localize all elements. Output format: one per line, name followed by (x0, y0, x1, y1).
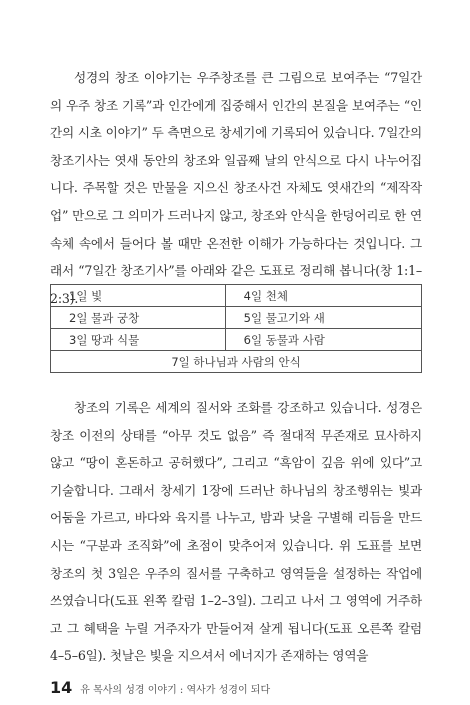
table-row (51, 285, 422, 307)
table-cell: 5일 물고기와 새 (225, 307, 421, 329)
table-cell-sabbath: 7일 하나님과 사람의 안식 (51, 351, 422, 373)
table-cell: 4일 천체 (225, 285, 421, 307)
running-title: 유 목사의 성경 이야기 : 역사가 성경이 되다 (80, 685, 271, 696)
table-cell: 3일 땅과 식물 (51, 329, 226, 351)
table-cell: 1일 빛 (51, 285, 226, 307)
table-cell: 6일 동물과 사람 (225, 329, 421, 351)
body-paragraph-1: 성경의 창조 이야기는 우주창조를 큰 그림으로 보여주는 “7일간의 우주 창조 기록”과 인간에게 집중해서 인간의 본질을 보여주는 “인간의 시초 이야기” 두 측면으로 창세기에 기록되어 있습니다. 7일간의 창조기사는 엿새 동안의 창조와 일곱째 날의 안식으로 다시 나누어집니다. 주목할 것은 만물을 지으신 창조사건 자체도 엿새간의 “제작작업” 만으로 그 의미가 드러나지 않고, 창조와 안식을 한덩어리로 한 연속체 속에서 들어다 볼 때만 온전한 이해가 가능하다는 것입니다. 그래서 “7일간 창조기사”를 아래와 같은 도표로 정리해 봅니다(창 1:1–2:3). (50, 70, 422, 306)
page-footer (50, 678, 271, 697)
table-row (51, 351, 422, 373)
creation-days-table (50, 284, 422, 373)
page-number: 14 (50, 678, 73, 697)
table-row (51, 329, 422, 351)
table-row (51, 307, 422, 329)
body-paragraph-2: 창조의 기록은 세계의 질서와 조화를 강조하고 있습니다. 성경은 창조 이전의 상태를 “아무 것도 없음” 즉 절대적 무존재로 묘사하지 않고 “땅이 혼돈하고 공허했다”, 그리고 “흑암이 깊음 위에 있다”고 기술합니다. 그래서 창세기 1장에 드러난 하나님의 창조행위는 빛과 어둠을 가르고, 바다와 육지를 나누고, 밤과 낮을 구별해 리듬을 만드시는 “구분과 조직화”에 초점이 맞추어져 있습니다. 위 도표를 보면 창조의 첫 3일은 우주의 질서를 구축하고 영역들을 설정하는 작업에 쓰였습니다(도표 왼쪽 칼럼 1–2–3일). 그리고 나서 그 영역에 거주하고 그 혜택을 누릴 거주자가 만들어져 살게 됩니다(도표 오른쪽 칼럼 4–5–6일). 첫날은 빛을 지으셔서 에너지가 존재하는 영역을 (50, 400, 422, 664)
table-cell: 2일 물과 궁창 (51, 307, 226, 329)
